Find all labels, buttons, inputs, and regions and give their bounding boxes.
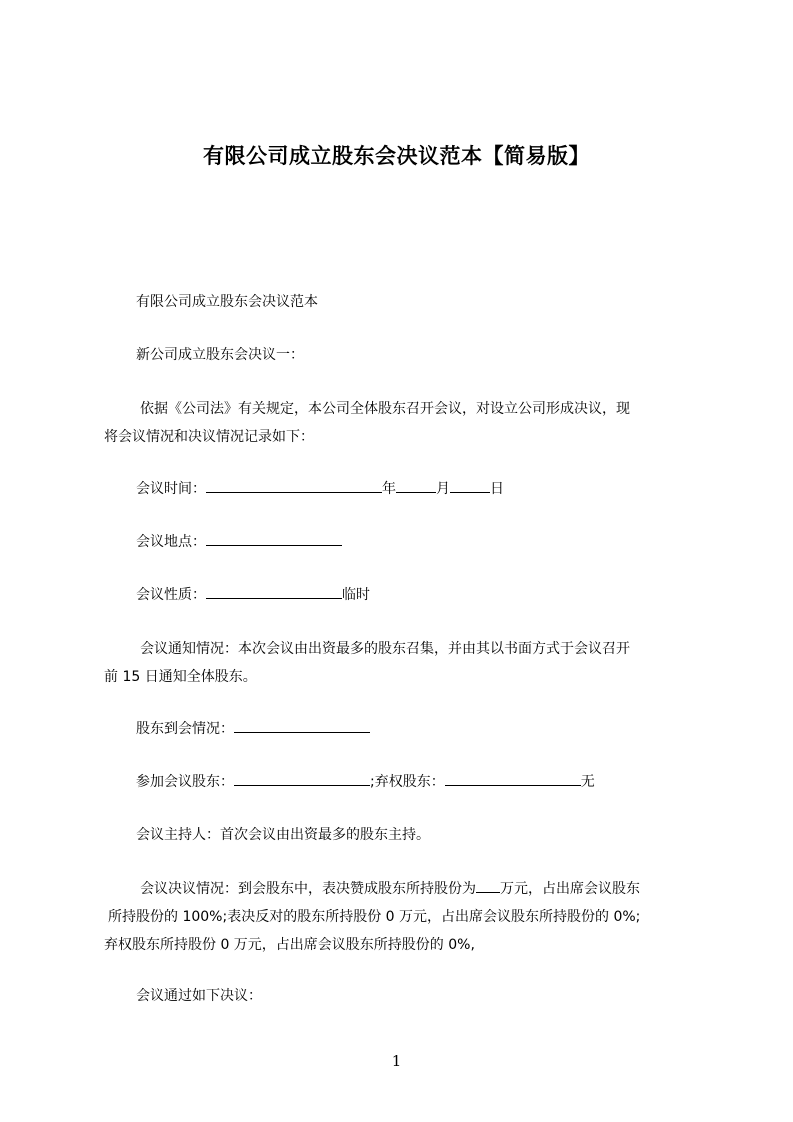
month-label: 月 [436, 481, 450, 497]
meeting-nature-value: 临时 [342, 587, 370, 603]
section-heading: 新公司成立股东会决议一： [136, 347, 304, 363]
resolution-line-2: 所持股份的 100%;表决反对的股东所持股份 0 万元，占出席会议股东所持股份的 0%; [108, 909, 641, 925]
resolution-line-1a: 会议决议情况：到会股东中，表决赞成股东所持股份为 [140, 881, 476, 897]
day-label: 日 [490, 481, 504, 497]
meeting-time-blank [206, 478, 382, 493]
notice-paragraph [104, 635, 704, 691]
passed-line: 会议通过如下决议： [136, 988, 262, 1004]
attendance-row [136, 715, 736, 743]
participants-blank [234, 771, 370, 786]
meeting-place-row [136, 528, 736, 556]
intro-line-1: 依据《公司法》有关规定，本公司全体股东召开会议，对设立公司形成决议，现 [140, 401, 630, 417]
resolution-line-3: 弃权股东所持股份 0 万元，占出席会议股东所持股份的 0%, [104, 937, 475, 953]
document-title: 有限公司成立股东会决议范本【简易版】 [203, 144, 590, 168]
page-number: 1 [391, 1052, 402, 1070]
meeting-nature-label: 会议性质： [136, 587, 206, 603]
month-blank [396, 478, 436, 493]
resolution-paragraph [104, 875, 704, 959]
participants-row [136, 768, 736, 796]
intro-paragraph [104, 395, 704, 451]
meeting-nature-row [136, 581, 736, 609]
attendance-blank [234, 718, 370, 733]
attendance-label: 股东到会情况： [136, 721, 234, 737]
resolution-amount-blank [476, 878, 500, 893]
resolution-line-1b: 万元，占出席会议股东 [500, 881, 640, 897]
intro-line-2: 将会议情况和决议情况记录如下： [104, 429, 314, 445]
meeting-nature-blank [206, 584, 342, 599]
host-line: 会议主持人：首次会议由出资最多的股东主持。 [136, 827, 430, 843]
meeting-place-blank [206, 531, 342, 546]
participants-label: 参加会议股东： [136, 774, 234, 790]
abstain-value: 无 [580, 774, 595, 790]
abstain-label: ;弃权股东： [370, 774, 445, 790]
subtitle: 有限公司成立股东会决议范本 [136, 294, 318, 310]
notice-line-1: 会议通知情况：本次会议由出资最多的股东召集，并由其以书面方式于会议召开 [140, 641, 630, 657]
year-label: 年 [382, 481, 396, 497]
meeting-time-label: 会议时间： [136, 481, 206, 497]
day-blank [450, 478, 490, 493]
abstain-blank [445, 771, 581, 786]
meeting-place-label: 会议地点： [136, 534, 206, 550]
notice-line-2: 前 15 日通知全体股东。 [104, 669, 257, 685]
meeting-time-row [136, 475, 736, 503]
